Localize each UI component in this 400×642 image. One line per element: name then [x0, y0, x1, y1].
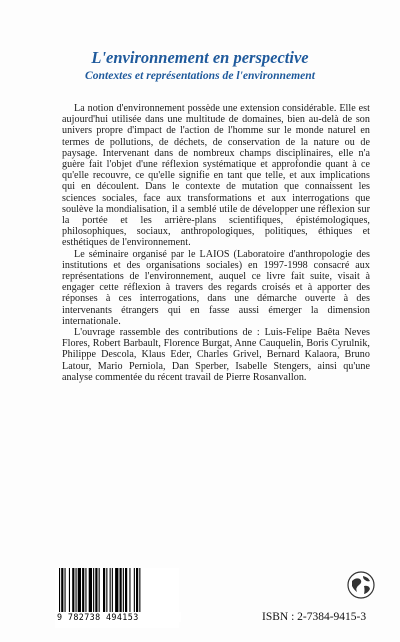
barcode-bars [55, 568, 179, 614]
summary-paragraph-2: Le séminaire organisé par le LAIOS (Laboratoire d'anthropologie des institutions et des organisations sociales) en 1997-1998 consacré aux représentations de l'environnement, auquel ce livre fait suite, visait à engager cette réflexion à travers des regards croisés et à apporter des réponses à ces interrogations, dans une démarche ouverte à des intervenants étrangers qui en fasse aussi émerger la dimension internationale. [62, 248, 370, 327]
isbn-label: ISBN : 2-7384-9415-3 [262, 611, 367, 623]
summary-text [62, 103, 370, 383]
summary-paragraph-3: L'ouvrage rassemble des contributions de : Luis-Felipe Baêta Neves Flores, Robert Barbault, Florence Burgat, Anne Cauquelin, Boris Cyrulnik, Philippe Descola, Klaus Eder, Charles Grivel, Bernard Kalaora, Bruno Latour, Mario Perniola, Dan Sperber, Isabelle Stengers, ainsi qu'une analyse commentée du récent travail de Pierre Rosanvallon. [62, 327, 370, 383]
book-subtitle: Contextes et représentations de l'environnement [85, 69, 315, 82]
barcode-number: 9 782738 494153 [57, 612, 181, 622]
barcode [55, 568, 179, 628]
globe-icon [346, 570, 376, 600]
summary-paragraph-1: La notion d'environnement possède une extension considérable. Elle est aujourd'hui utilisée dans une multitude de domaines, bien au-delà de son univers propre d'impact de l'action de l'homme sur le monde naturel en termes de pollutions, de déchets, de conservation de la nature ou de paysage. Intervenant dans de nombreux champs disciplinaires, elle n'a guère fait l'objet d'une réflexion systématique et approfondie quant à ce qu'elle recouvre, ce qu'elle signifie en tant que telle, et aux implications qui en découlent. Dans le contexte de mutation que connaissent les sciences sociales, face aux transformations et aux interrogations que soulève la mondialisation, il a semblé utile de développer une réflexion sur la portée et les arrière-plans scientifiques, épistémologiques, philosophiques, sociaux, anthropologiques, politiques, éthiques et esthétiques de l'environnement. [62, 103, 370, 249]
book-title: L'environnement en perspective [91, 48, 309, 67]
